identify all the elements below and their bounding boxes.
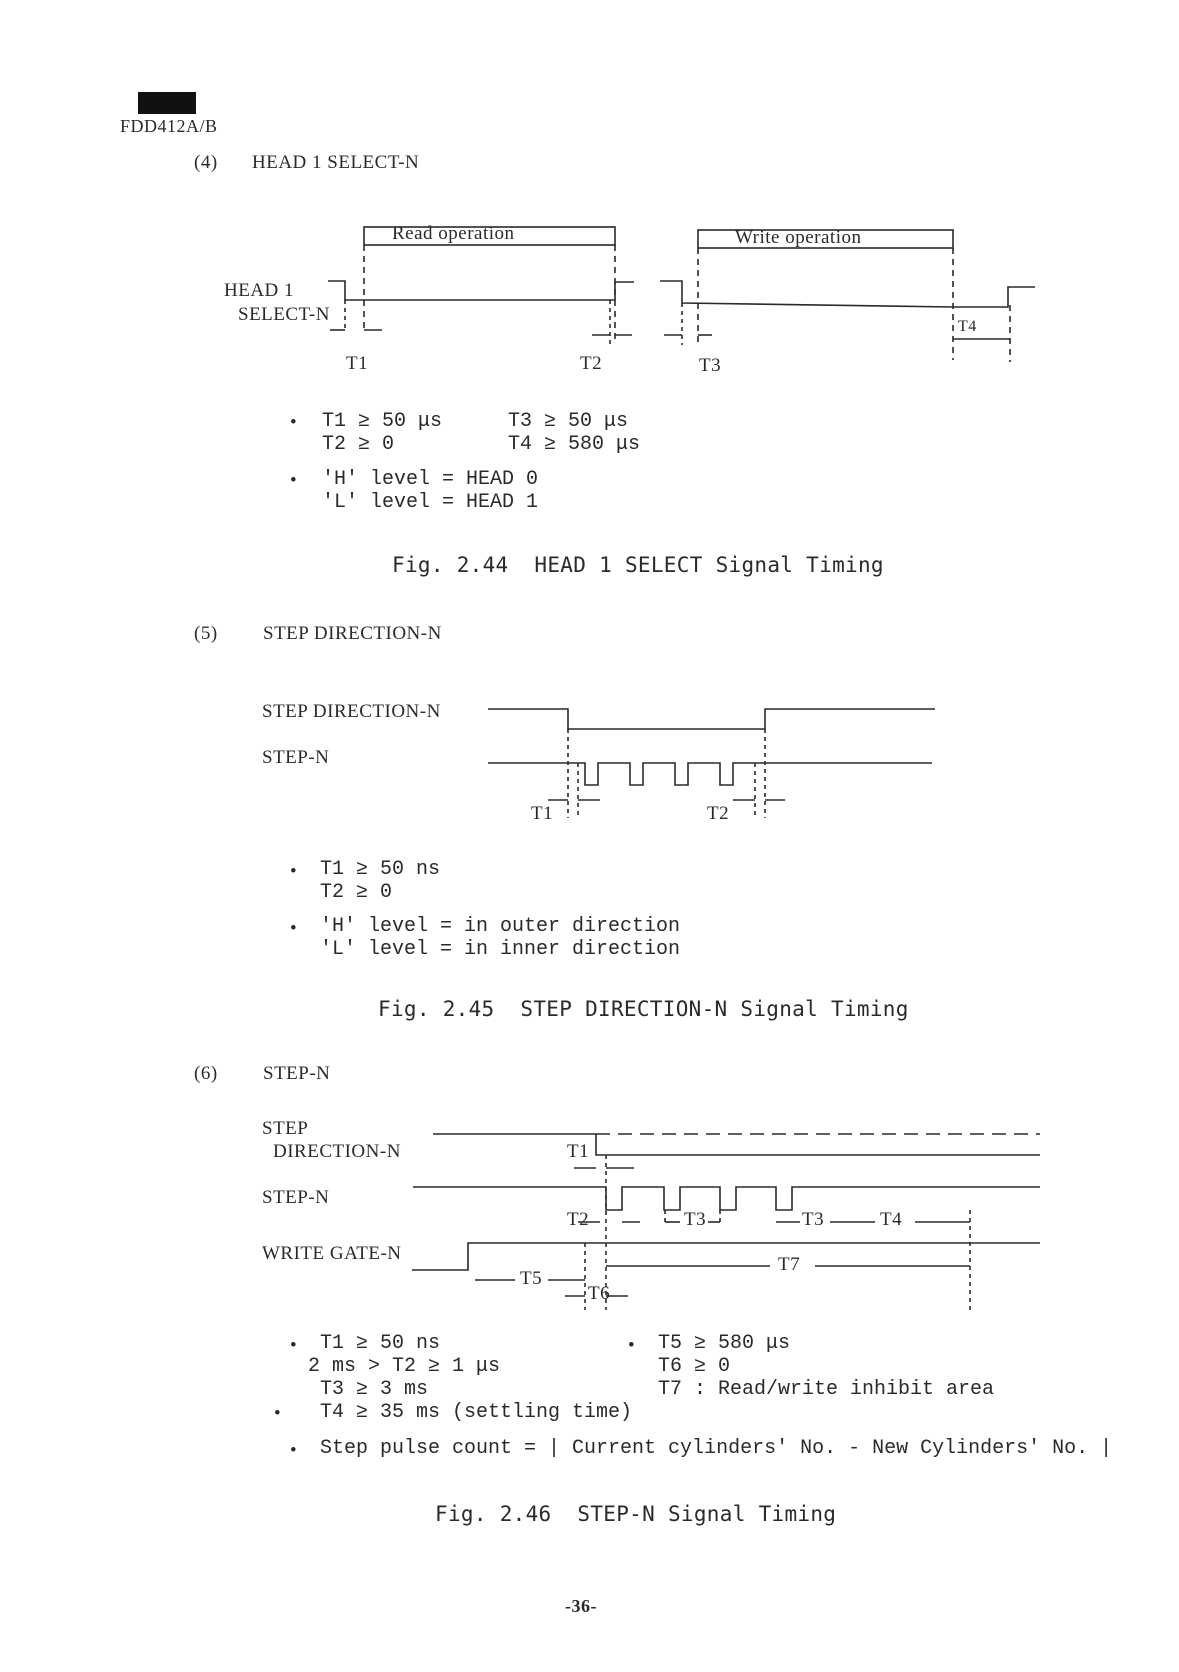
t2-label-46: T2 [567, 1209, 590, 1230]
fig-2-45-diagram [488, 709, 935, 818]
head1-select-write-wave [660, 281, 1035, 307]
section-6-number: (6) [194, 1063, 218, 1084]
read-operation-label: Read operation [392, 223, 515, 244]
write-operation-label: Write operation [735, 227, 862, 248]
note-t4-46: T4 ≥ 35 ms (settling time) [320, 1401, 633, 1424]
step-pulse-count-note: Step pulse count = | Current cylinders' No. - New Cylinders' No. | [320, 1437, 1113, 1460]
level-h-44: 'H' level = HEAD 0 [322, 468, 539, 491]
step-n-label-46: STEP-N [262, 1187, 330, 1208]
note-t1-45: T1 ≥ 50 ns [320, 858, 441, 881]
caption-fig-2-44: Fig. 2.44 HEAD 1 SELECT Signal Timing [392, 553, 884, 577]
t4-label-46: T4 [880, 1209, 903, 1230]
note-t2-45: T2 ≥ 0 [320, 881, 393, 904]
t6-label-46: T6 [588, 1283, 611, 1304]
note-t7-46: T7 : Read/write inhibit area [658, 1378, 995, 1401]
t7-label-46: T7 [778, 1254, 801, 1275]
t3-label-44: T3 [699, 355, 722, 376]
note-t4-44: T4 ≥ 580 μs [508, 433, 641, 456]
section-5-heading: STEP DIRECTION-N [263, 623, 442, 644]
note-t2-44: T2 ≥ 0 [322, 433, 395, 456]
t5-label-46: T5 [520, 1268, 543, 1289]
head1-label: HEAD 1 [224, 280, 295, 301]
note-t1-44: T1 ≥ 50 μs [322, 410, 443, 433]
t3-label-46a: T3 [684, 1209, 707, 1230]
note-t3-44: T3 ≥ 50 μs [508, 410, 629, 433]
select-n-label: SELECT-N [238, 304, 330, 325]
t1-label-45: T1 [531, 803, 554, 824]
note-t3-46: T3 ≥ 3 ms [320, 1378, 429, 1401]
section-5-number: (5) [194, 623, 218, 644]
section-4-heading: HEAD 1 SELECT-N [252, 152, 420, 173]
head1-select-read-wave [328, 281, 634, 300]
fig-2-46-diagram [412, 1134, 1040, 1310]
note-t5-46: T5 ≥ 580 μs [658, 1332, 791, 1355]
model-label: FDD412A/B [120, 116, 218, 136]
t4-label-44: T4 [958, 318, 977, 335]
bullet: • [274, 1403, 282, 1424]
note-t6-46: T6 ≥ 0 [658, 1355, 731, 1378]
level-l-44: 'L' level = HEAD 1 [322, 491, 539, 514]
bullet: • [628, 1335, 636, 1356]
t3-label-46b: T3 [802, 1209, 825, 1230]
step-n-wave-2 [413, 1187, 1040, 1210]
step-direction-n-label: STEP DIRECTION-N [262, 701, 441, 722]
bullet: • [290, 1440, 298, 1461]
bullet: • [290, 470, 298, 491]
note-t1-46: T1 ≥ 50 ns [320, 1332, 441, 1355]
step-n-wave [488, 763, 932, 785]
caption-fig-2-46: Fig. 2.46 STEP-N Signal Timing [435, 1502, 837, 1526]
fig-2-44-diagram [328, 227, 1035, 362]
step-label-46: STEP [262, 1118, 309, 1139]
t2-label-45: T2 [707, 803, 730, 824]
note-t2-46: 2 ms > T2 ≥ 1 μs [308, 1355, 501, 1378]
bullet: • [290, 918, 298, 939]
section-4-number: (4) [194, 152, 218, 173]
bullet: • [290, 412, 298, 433]
page-number: -36- [565, 1596, 597, 1616]
direction-n-label-46: DIRECTION-N [273, 1141, 401, 1162]
step-direction-n-wave [433, 1134, 1040, 1155]
write-gate-n-label: WRITE GATE-N [262, 1243, 402, 1264]
step-n-label-45: STEP-N [262, 747, 330, 768]
level-l-45: 'L' level = in inner direction [320, 938, 681, 961]
bullet: • [290, 861, 298, 882]
section-6-heading: STEP-N [263, 1063, 331, 1084]
t1-label-46: T1 [567, 1141, 590, 1162]
t1-label-44: T1 [346, 353, 369, 374]
caption-fig-2-45: Fig. 2.45 STEP DIRECTION-N Signal Timing [378, 997, 909, 1021]
level-h-45: 'H' level = in outer direction [320, 915, 681, 938]
t2-label-44: T2 [580, 353, 603, 374]
step-direction-wave [488, 709, 935, 729]
bullet: • [290, 1335, 298, 1356]
